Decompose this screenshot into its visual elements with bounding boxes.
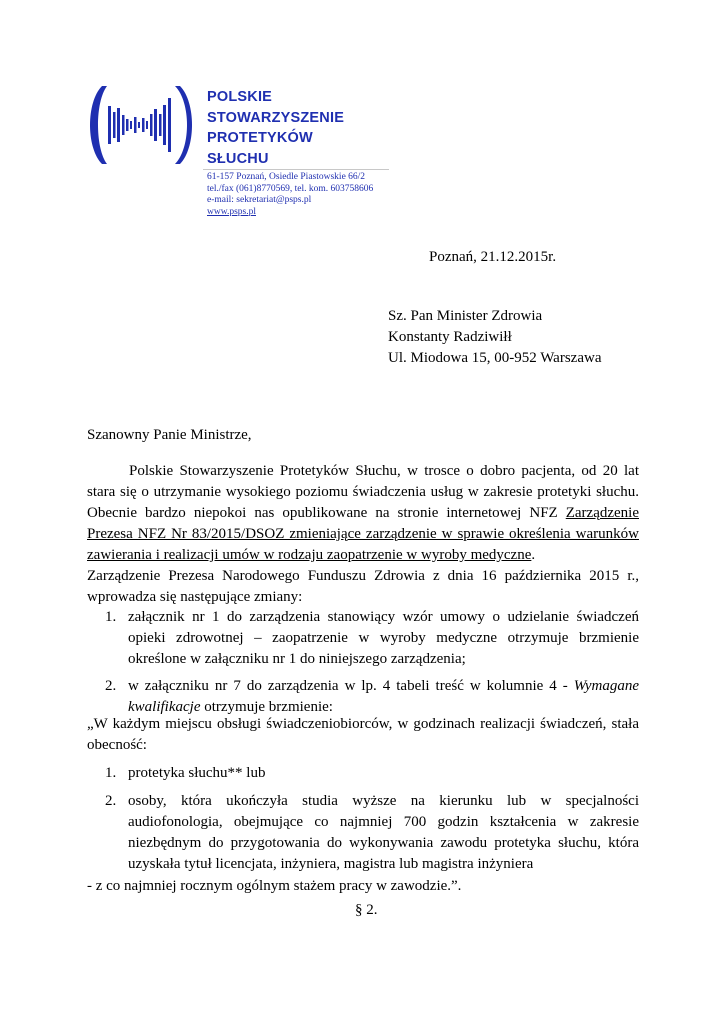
paragraph-lead: Polskie Stowarzyszenie Protetyków Słuchu, w trosce o dobro pacjenta, od 20 lat stara się o utrzymanie wysokiego poziomu świadczenia usług w zakresie protetyki słuchu. Obecnie bardzo niepokoi nas opublikowane na stronie internetowej NFZ bbox=[87, 463, 639, 521]
list-number: 2. bbox=[105, 793, 117, 809]
regulation-title: Zarządzenie Prezesa NFZ Nr 83/2015/DSOZ zmieniające zarządzenie w sprawie określenia warunków zawierania i realizacji umów w rodzaju zaopatrzenie w wyroby medyczne bbox=[87, 505, 639, 563]
paragraph-tail: . bbox=[531, 547, 536, 563]
list-text: w załączniku nr 7 do zarządzenia w lp. 4 tabeli treść w kolumnie 4 - bbox=[128, 678, 574, 694]
recipient-block bbox=[388, 306, 601, 369]
association-name-line-4: SŁUCHU bbox=[207, 150, 269, 167]
place-date: Poznań, 21.12.2015r. bbox=[429, 249, 557, 265]
list-number: 1. bbox=[105, 609, 117, 625]
changes-list bbox=[87, 607, 639, 718]
association-name-line-2: STOWARZYSZENIE bbox=[207, 109, 345, 126]
email: e-mail: sekretariat@psps.pl bbox=[207, 195, 312, 205]
recipient-line-1: Sz. Pan Minister Zdrowia bbox=[388, 308, 543, 324]
letterhead-divider bbox=[203, 169, 389, 170]
list-item bbox=[87, 676, 639, 718]
association-name bbox=[207, 87, 344, 169]
phone: tel./fax (061)8770569, tel. kom. 603758606 bbox=[207, 183, 374, 194]
list-text-end: otrzymuje brzmienie: bbox=[200, 699, 333, 715]
association-name-line-1: POLSKIE bbox=[207, 89, 273, 105]
qualifications-list bbox=[87, 763, 639, 875]
list-text: osoby, która ukończyła studia wyższe na kierunku lub w specjalności audiofonologia, obejmujące co najmniej 700 godzin kształcenia w zakresie niezbędnym do przygotowania do wykonywania zawodu protetyka słuchu, która uzyskała tytuł licencjata, inżyniera, magistra lub magistra inżyniera bbox=[128, 793, 639, 872]
logo-left-arc bbox=[90, 86, 107, 164]
contact-block bbox=[207, 172, 373, 218]
body-paragraph bbox=[87, 461, 639, 608]
list-item bbox=[87, 791, 639, 875]
recipient-line-3: Ul. Miodowa 15, 00-952 Warszawa bbox=[388, 350, 602, 366]
section-mark: § 2. bbox=[355, 902, 378, 918]
association-name-line-3: PROTETYKÓW bbox=[207, 130, 313, 146]
recipient-line-2: Konstanty Radziwiłł bbox=[388, 329, 512, 345]
website-link[interactable]: www.psps.pl bbox=[207, 206, 256, 217]
list-item bbox=[87, 607, 639, 670]
quote-intro: „W każdym miejscu obsługi świadczeniobiorców, w godzinach realizacji świadczeń, stała obecność: bbox=[87, 716, 639, 753]
address: 61-157 Poznań, Osiedle Piastowskie 66/2 bbox=[207, 172, 366, 182]
salutation: Szanowny Panie Ministrze, bbox=[87, 427, 252, 443]
list-text: protetyka słuchu** lub bbox=[128, 765, 266, 781]
closing-line: - z co najmniej rocznym ogólnym stażem pracy w zawodzie.”. bbox=[87, 878, 462, 894]
association-logo bbox=[86, 84, 196, 166]
list-number: 2. bbox=[105, 678, 117, 694]
list-item bbox=[87, 763, 639, 784]
list-text-italic: Wymagane kwalifikacje bbox=[128, 678, 639, 715]
list-text: załącznik nr 1 do zarządzenia stanowiący wzór umowy o udzielanie świadczeń opieki zdrowotnej – zaopatrzenie w wyroby medyczne otrzymuje brzmienie określone w załączniku nr 1 do niniejszego zarządzenia; bbox=[128, 609, 639, 667]
paragraph-continuation: Zarządzenie Prezesa Narodowego Funduszu Zdrowia z dnia 16 października 2015 r., wprowadza się następujące zmiany: bbox=[87, 568, 639, 605]
list-number: 1. bbox=[105, 765, 117, 781]
logo-right-arc bbox=[175, 86, 192, 164]
